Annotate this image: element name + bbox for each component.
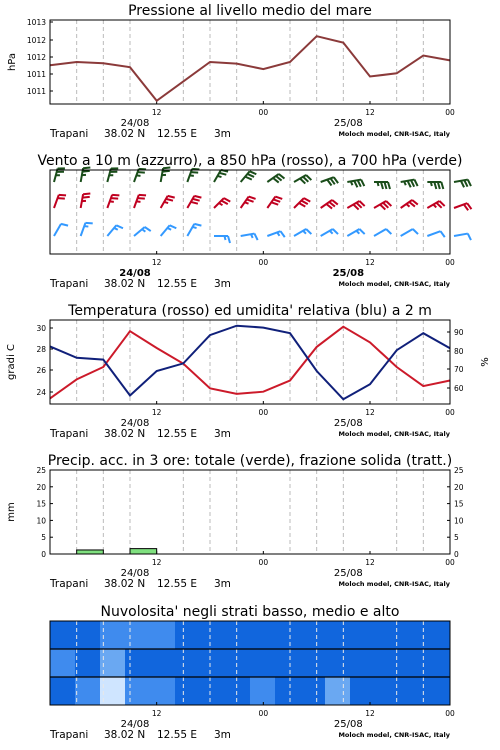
barb-half-feather <box>356 231 359 234</box>
wind-barb <box>294 229 311 236</box>
wind-barb <box>134 169 146 182</box>
cloud-cell <box>400 649 426 677</box>
barb-feather <box>82 171 89 172</box>
barb-half-feather <box>378 182 379 186</box>
wind-barb <box>401 200 418 208</box>
barb-half-feather <box>114 228 118 230</box>
location-name: Trapani <box>50 729 89 741</box>
barb-feather <box>411 180 414 187</box>
cloud-cells <box>50 621 451 705</box>
barb-feather <box>145 227 151 231</box>
wind-barb <box>321 177 338 185</box>
x-tick-label: 00 <box>258 558 269 567</box>
barb-feather <box>162 171 169 172</box>
cloud-cell <box>175 649 201 677</box>
x-tick-label: 12 <box>365 558 375 567</box>
y2-tick-label: 90 <box>454 328 464 337</box>
wind-barb <box>241 171 257 182</box>
barb-feather <box>83 167 90 168</box>
wind-barb <box>374 182 390 189</box>
cloud-cell <box>300 621 326 649</box>
wind-barb <box>401 229 418 236</box>
cloud-cell <box>400 677 426 705</box>
barb-feather <box>83 193 90 194</box>
y-tick-label: 25 <box>36 466 46 475</box>
cloud-cell <box>425 677 451 705</box>
barb-feather <box>219 173 226 175</box>
barb-feather <box>221 201 227 205</box>
model-credit: Moloch model, CNR-ISAC, Italy <box>338 580 450 588</box>
barb-feather <box>464 180 467 187</box>
date-label: 25/08 <box>333 719 363 730</box>
barb-feather <box>245 177 252 180</box>
barb-feather <box>116 225 123 228</box>
y-tick-label: 26 <box>36 366 46 375</box>
cloud-cell <box>200 621 226 649</box>
y2-tick-label: 0 <box>454 550 459 559</box>
cloud-cell <box>275 677 301 705</box>
barb-half-feather <box>142 229 145 231</box>
barb-feather <box>85 223 92 224</box>
x-tick-label: 12 <box>365 408 375 417</box>
temperature-line <box>50 327 450 399</box>
precip-bar <box>77 550 104 554</box>
y2-tick-label: 60 <box>454 384 464 393</box>
barb-feather <box>271 202 278 204</box>
y2-tick-label: 15 <box>454 499 464 509</box>
location-lon: 12.55 E <box>157 278 198 290</box>
date-label: 25/08 <box>333 568 363 579</box>
barb-feather <box>138 198 145 199</box>
wind-barb <box>241 197 256 208</box>
barb-feather <box>438 182 440 189</box>
barb-feather <box>249 197 256 199</box>
cloud-cell <box>150 621 176 649</box>
y-tick-label: 1011 <box>26 70 46 79</box>
wind-barb <box>347 229 364 236</box>
location-lat: 38.02 N <box>104 729 146 741</box>
cloud-cell <box>325 621 351 649</box>
barb-feather <box>193 199 200 201</box>
barb-feather <box>273 199 280 201</box>
date-label: 25/08 <box>333 418 363 429</box>
x-tick-label: 12 <box>365 709 375 718</box>
cloud-cell <box>275 621 301 649</box>
barb-half-feather <box>219 203 223 205</box>
y-tick-label: 28 <box>36 345 46 354</box>
cloud-cell <box>75 649 101 677</box>
precip-bar <box>130 549 157 554</box>
barb-half-feather <box>330 231 333 234</box>
wind-barb <box>161 225 177 236</box>
y-axis-label: mm <box>6 502 17 522</box>
barb-shaft <box>54 224 61 236</box>
wind-barb <box>321 200 338 209</box>
barb-half-feather <box>303 231 306 234</box>
barb-half-feather <box>406 204 409 207</box>
y-tick-label: 1012 <box>26 36 46 45</box>
barb-feather <box>224 198 230 202</box>
wind-barb <box>347 201 364 210</box>
y-tick-label: 1011 <box>26 87 46 96</box>
location-lat: 38.02 N <box>104 578 146 590</box>
cloud-cell <box>50 677 76 705</box>
cloud-cell <box>350 649 376 677</box>
wind-barb <box>214 198 230 208</box>
barb-feather <box>441 182 443 189</box>
x-tick-label: 00 <box>258 709 269 718</box>
cloud-cell <box>275 649 301 677</box>
location-name: Trapani <box>50 278 89 290</box>
wind-barb <box>241 234 258 241</box>
plot-frame <box>50 170 450 254</box>
cloud-cell <box>125 677 151 705</box>
x-tick-label: 00 <box>258 258 269 267</box>
barb-shaft <box>427 231 440 236</box>
barb-feather <box>191 172 198 173</box>
wind-barb <box>161 196 175 208</box>
wind-barb <box>267 231 284 237</box>
y2-tick-label: 10 <box>454 516 464 526</box>
date-label: 24/08 <box>120 418 150 429</box>
cloud-cell <box>175 621 201 649</box>
barb-feather <box>468 234 471 241</box>
plot-frame <box>50 470 450 554</box>
barb-feather <box>168 196 175 198</box>
date-label: 24/08 <box>119 268 151 279</box>
cloud-cell <box>400 621 426 649</box>
cloud-cell <box>325 649 351 677</box>
barb-half-feather <box>433 205 436 208</box>
barb-half-feather <box>245 202 249 203</box>
x-tick-label: 12 <box>151 408 162 417</box>
barb-feather <box>247 199 254 201</box>
barb-feather <box>192 169 199 170</box>
barb-feather <box>385 182 387 189</box>
humidity-line <box>50 326 450 400</box>
cloud-cell <box>250 621 276 649</box>
barb-feather <box>306 229 311 234</box>
barb-feather <box>254 234 257 241</box>
barb-feather <box>138 172 145 173</box>
barb-feather <box>440 231 444 237</box>
location-name: Trapani <box>50 578 89 590</box>
y2-tick-label: 70 <box>454 365 464 374</box>
wind-barb <box>187 196 201 208</box>
barb-feather <box>59 195 66 196</box>
barb-feather <box>191 202 198 204</box>
barb-feather <box>414 180 417 187</box>
x-tick-label: 00 <box>445 709 455 718</box>
wind-barb <box>54 224 68 236</box>
barb-feather <box>333 229 338 234</box>
barb-feather <box>359 229 364 234</box>
barb-feather <box>361 180 364 187</box>
location-lon: 12.55 E <box>157 428 198 440</box>
cloud-cell <box>350 621 376 649</box>
y-tick-label: 1012 <box>26 53 46 62</box>
wind-barb <box>134 227 151 236</box>
barb-feather <box>139 195 146 196</box>
barb-feather <box>354 181 357 188</box>
barb-feather <box>299 203 305 207</box>
cloud-cell <box>425 649 451 677</box>
cloud-cell <box>425 621 451 649</box>
wind-barb <box>294 175 311 184</box>
wind-barb <box>107 195 119 208</box>
barb-feather <box>381 182 383 189</box>
barb-half-feather <box>218 176 222 177</box>
barb-feather <box>386 229 391 234</box>
pressure-line <box>50 36 450 101</box>
wind-barb <box>107 225 123 236</box>
x-tick-label: 00 <box>258 408 269 417</box>
wind-barb <box>374 201 391 210</box>
barb-feather <box>139 169 146 170</box>
y2-tick-label: 80 <box>454 347 464 356</box>
date-label: 24/08 <box>120 719 150 730</box>
barb-feather <box>247 174 254 177</box>
barb-feather <box>82 197 89 198</box>
y2-tick-label: 20 <box>454 482 464 492</box>
location-elev: 3m <box>214 128 231 140</box>
location-lon: 12.55 E <box>157 729 198 741</box>
wind-barb <box>54 195 66 208</box>
y-tick-label: 0 <box>41 550 46 559</box>
barb-half-feather <box>164 202 168 203</box>
wind-barb <box>454 180 471 188</box>
x-tick-label: 12 <box>151 108 162 117</box>
location-lat: 38.02 N <box>104 128 146 140</box>
x-tick-label: 12 <box>151 709 162 718</box>
location-elev: 3m <box>214 578 231 590</box>
panel-title: Precip. acc. in 3 ore: totale (verde), frazione solida (tratt.) <box>47 453 453 469</box>
location-elev: 3m <box>214 278 231 290</box>
cloud-cell <box>300 677 326 705</box>
y-tick-label: 20 <box>36 482 46 492</box>
wind-barb <box>134 195 146 208</box>
barb-feather <box>461 181 464 188</box>
location-elev: 3m <box>214 729 231 741</box>
y-tick-label: 5 <box>41 533 46 543</box>
barb-feather <box>304 198 310 202</box>
wind-barb <box>427 231 444 237</box>
wind-barb <box>81 223 93 236</box>
panel-title: Vento a 10 m (azzurro), a 850 hPa (rosso), a 700 hPa (verde) <box>37 153 463 169</box>
wind-barb <box>401 180 418 188</box>
panel-title: Nuvolosita' negli strati basso, medio e alto <box>100 604 400 620</box>
model-credit: Moloch model, CNR-ISAC, Italy <box>338 130 450 138</box>
wind-barb <box>454 203 471 210</box>
wind-barb <box>267 197 282 208</box>
x-tick-label: 12 <box>365 258 375 267</box>
barb-feather <box>388 182 390 189</box>
barb-shaft <box>134 227 145 236</box>
cloud-cell <box>225 649 251 677</box>
wind-barb <box>427 201 444 208</box>
barb-feather <box>58 198 65 199</box>
model-credit: Moloch model, CNR-ISAC, Italy <box>338 280 450 288</box>
x-tick-label: 00 <box>445 558 455 567</box>
cloud-cell <box>200 677 226 705</box>
cloud-cell <box>75 677 101 705</box>
barb-feather <box>194 224 201 226</box>
panel-2 <box>6 303 491 440</box>
cloud-cell <box>350 677 376 705</box>
wind-barb <box>81 193 91 208</box>
cloud-cell <box>50 649 76 677</box>
x-tick-label: 00 <box>445 258 455 267</box>
barb-shaft <box>214 198 224 208</box>
x-tick-label: 00 <box>258 108 269 117</box>
wind-barb <box>214 170 228 182</box>
cloud-cell <box>75 621 101 649</box>
location-lon: 12.55 E <box>157 128 198 140</box>
x-tick-label: 00 <box>445 408 455 417</box>
barb-feather <box>112 195 119 196</box>
panel-title: Temperatura (rosso) ed umidita' relativa (blu) a 2 m <box>68 303 432 319</box>
barb-shaft <box>54 195 59 208</box>
y-tick-label: 15 <box>36 499 46 509</box>
date-label: 24/08 <box>120 118 150 129</box>
wind-barb <box>321 229 338 236</box>
barb-feather <box>301 201 307 205</box>
barb-shaft <box>187 224 194 236</box>
barb-feather <box>111 198 118 199</box>
barb-feather <box>275 197 282 199</box>
model-credit: Moloch model, CNR-ISAC, Italy <box>338 430 450 438</box>
barb-feather <box>413 229 418 234</box>
panel-1 <box>37 153 471 290</box>
barb-feather <box>434 182 436 189</box>
barb-half-feather <box>167 228 171 230</box>
y2-tick-label: 25 <box>454 466 464 475</box>
location-lat: 38.02 N <box>104 428 146 440</box>
cloud-cell <box>250 677 276 705</box>
barb-feather <box>228 236 230 243</box>
barb-feather <box>408 181 411 188</box>
cloud-cell <box>150 649 176 677</box>
cloud-cell <box>225 677 251 705</box>
y-tick-label: 1013 <box>26 18 46 27</box>
y2-axis-label: % <box>480 357 491 367</box>
barb-feather <box>280 231 284 237</box>
cloud-cell <box>50 621 76 649</box>
barb-feather <box>163 167 170 168</box>
barb-feather <box>170 225 177 228</box>
y-axis-label: gradi C <box>6 344 17 380</box>
y-tick-label: 30 <box>36 324 46 333</box>
barb-half-feather <box>225 236 226 240</box>
cloud-cell <box>150 677 176 705</box>
wind-barb <box>347 180 364 188</box>
cloud-cell <box>125 621 151 649</box>
barb-feather <box>194 196 201 198</box>
wind-barb <box>267 174 284 183</box>
cloud-cell <box>200 649 226 677</box>
barb-shaft <box>454 234 468 236</box>
panel-title: Pressione al livello medio del mare <box>128 3 372 19</box>
barb-feather <box>61 224 68 226</box>
x-tick-label: 00 <box>445 108 455 117</box>
barb-feather <box>358 180 361 187</box>
barb-shaft <box>107 225 116 236</box>
x-tick-label: 12 <box>151 558 162 567</box>
y-tick-label: 24 <box>36 388 46 397</box>
model-credit: Moloch model, CNR-ISAC, Italy <box>338 731 450 739</box>
wind-barb <box>294 198 310 208</box>
wind-barb <box>374 229 391 236</box>
plot-frame <box>50 20 450 104</box>
barb-shaft <box>374 229 386 236</box>
cloud-cell <box>175 677 201 705</box>
wind-barb <box>187 224 201 236</box>
barb-feather <box>166 199 173 201</box>
barb-shaft <box>161 225 170 236</box>
wind-barb <box>454 234 471 241</box>
x-tick-label: 12 <box>151 258 162 267</box>
barb-half-feather <box>431 182 432 186</box>
wind-barb <box>187 169 199 182</box>
y2-tick-label: 5 <box>454 533 459 543</box>
wind-barb <box>427 182 443 189</box>
location-name: Trapani <box>50 128 89 140</box>
date-label: 24/08 <box>120 568 150 579</box>
location-elev: 3m <box>214 428 231 440</box>
barb-feather <box>468 180 471 187</box>
y-axis-label: hPa <box>7 52 18 72</box>
cloud-cell <box>300 649 326 677</box>
y-tick-label: 10 <box>36 516 46 526</box>
panel-0 <box>7 3 455 140</box>
barb-half-feather <box>193 227 197 228</box>
wind-barb <box>214 236 230 243</box>
date-label: 25/08 <box>333 118 363 129</box>
location-lon: 12.55 E <box>157 578 198 590</box>
date-label: 25/08 <box>332 268 365 279</box>
cloud-cell <box>250 649 276 677</box>
panel-3 <box>6 453 464 590</box>
barb-half-feather <box>277 232 279 235</box>
x-tick-label: 12 <box>365 108 375 117</box>
cloud-cell <box>125 649 151 677</box>
barb-feather <box>250 171 257 174</box>
barb-shaft <box>401 229 413 236</box>
location-name: Trapani <box>50 428 89 440</box>
panel-4 <box>49 604 455 741</box>
cloud-cell <box>325 677 351 705</box>
barb-shaft <box>81 223 86 236</box>
cloud-cell <box>225 621 251 649</box>
location-lat: 38.02 N <box>104 278 146 290</box>
